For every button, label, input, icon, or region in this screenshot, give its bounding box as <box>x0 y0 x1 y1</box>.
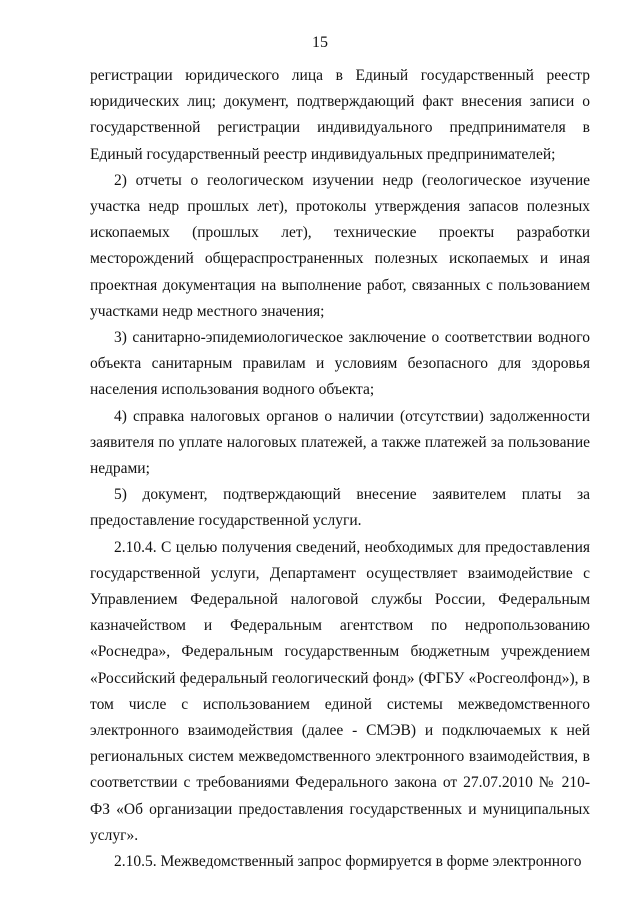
document-body <box>90 63 590 875</box>
paragraph-continuation: регистрации юридического лица в Единый государственный реестр юридических лиц; документ, подтверждающий факт внесения записи о государственной регистрации индивидуального предпринимателя в Единый государственный реестр индивидуальных предпринимателей; <box>90 67 590 163</box>
paragraph-item-3: 3) санитарно-эпидемиологическое заключение о соответствии водного объекта санитарным правилам и условиям безопасного для здоровья населения использования водного объекта; <box>90 329 590 399</box>
paragraph-item-5: 5) документ, подтверждающий внесение заявителем платы за предоставление государственной услуги. <box>90 486 590 530</box>
paragraph-item-2: 2) отчеты о геологическом изучении недр (геологическое изучение участка недр прошлых лет), протоколы утверждения запасов полезных ископаемых (прошлых лет), технические проекты разработки месторождений общераспространенных полезных ископаемых и иная проектная документация на выполнение работ, связанных с пользованием участками недр местного значения; <box>90 171 590 320</box>
paragraph-2-10-4: 2.10.4. С целью получения сведений, необходимых для предоставления государственной услуги, Департамент осуществляет взаимодействие с Управлением Федеральной налоговой службы России, Федеральным казначейством и Федеральным агентством по недропользованию «Роснедра», Федеральным государственным бюджетным учреждением «Российский федеральный геологический фонд» (ФГБУ «Росгеолфонд»), в том числе с использованием единой системы межведомственного электронного взаимодействия (далее - СМЭВ) и подключаемых к ней региональных систем межведомственного электронного взаимодействия, в соответствии с требованиями Федерального закона от 27.07.2010 № 210-ФЗ «Об организации предоставления государственных и муниципальных услуг». <box>90 538 590 844</box>
page-number: 15 <box>312 34 328 51</box>
paragraph-2-10-5: 2.10.5. Межведомственный запрос формируется в форме электронного <box>114 853 582 871</box>
paragraph-item-4: 4) справка налоговых органов о наличии (отсутствии) задолженности заявителя по уплате налоговых платежей, а также платежей за пользование недрами; <box>90 407 590 478</box>
